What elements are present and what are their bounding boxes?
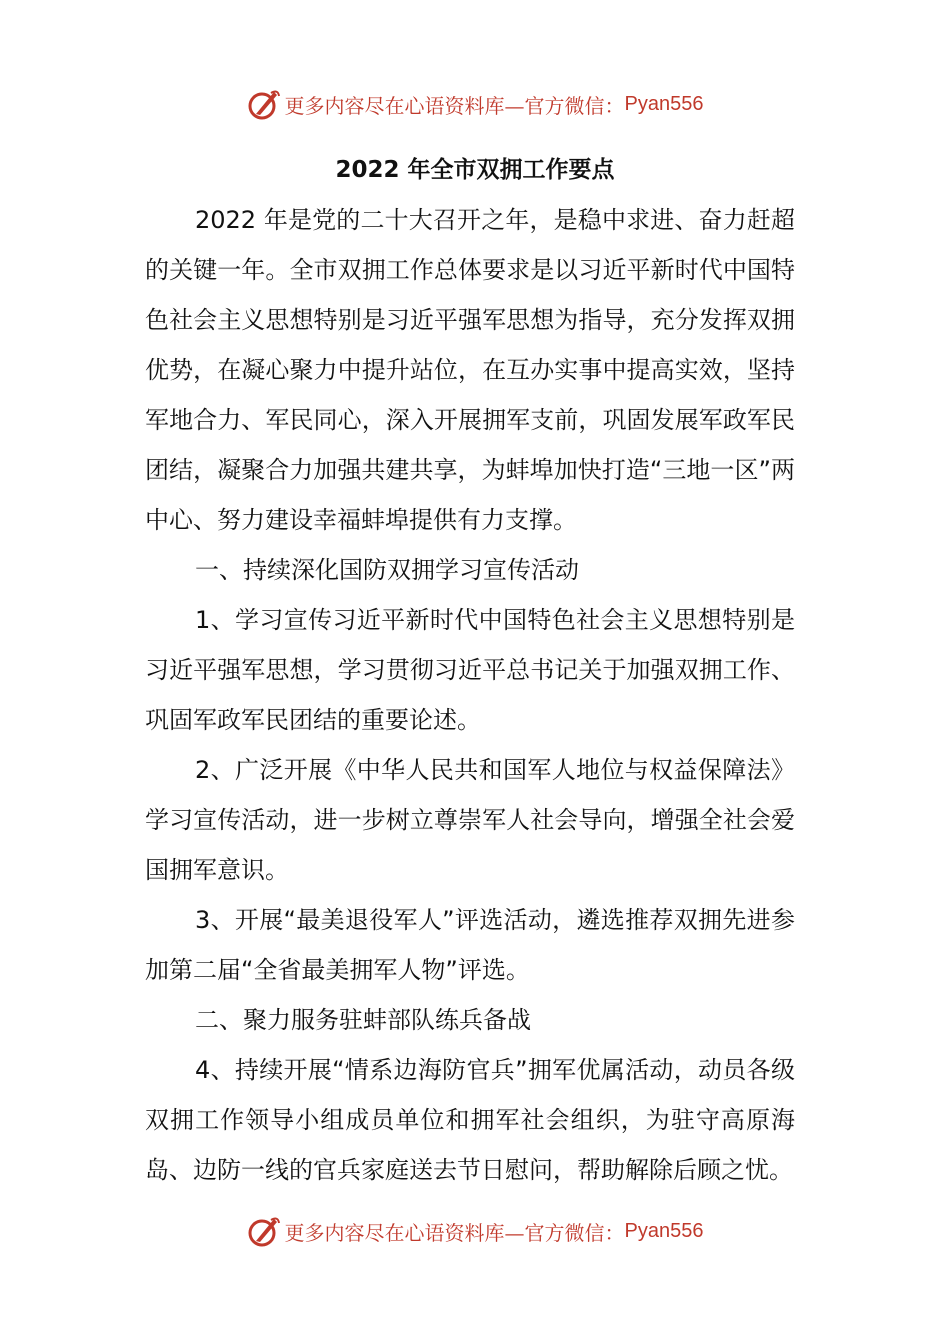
section-heading-1: 一、持续深化国防双拥学习宣传活动 [195, 556, 579, 584]
paragraph-item-3: 3、开展“最美退役军人”评选活动，遴选推荐双拥先进参加第二届“全省最美拥军人物”评选。 [145, 906, 795, 984]
header-watermark-banner [0, 84, 950, 124]
banner-text: 更多内容尽在心语资料库—官方微信： [284, 93, 625, 118]
document-title: 2022 年全市双拥工作要点 [335, 157, 615, 183]
paragraph-intro: 2022 年是党的二十大召开之年，是稳中求进、奋力赶超的关键一年。全市双拥工作总体要求是以习近平新时代中国特色社会主义思想特别是习近平强军思想为指导，充分发挥双拥优势，在凝心聚力中提升站位，在互办实事中提高实效，坚持军地合力、军民同心，深入开展拥军支前，巩固发展军政军民团结，凝聚合力加强共建共享，为蚌埠加快打造“三地一区”两中心、努力建设幸福蚌埠提供有力支撑。 [145, 206, 795, 534]
section-heading-2: 二、聚力服务驻蚌部队练兵备战 [195, 1006, 531, 1034]
footer-watermark-banner [0, 1211, 950, 1251]
document-body [145, 195, 795, 1195]
quill-pen-logo-icon [247, 1214, 281, 1248]
paragraph-item-4: 4、持续开展“情系边海防官兵”拥军优属活动，动员各级双拥工作领导小组成员单位和拥军社会组织，为驻守高原海岛、边防一线的官兵家庭送去节日慰问，帮助解除后顾之忧。 [145, 1056, 795, 1184]
banner-wechat-id: Pyan556 [624, 1219, 704, 1242]
paragraph-item-2: 2、广泛开展《中华人民共和国军人地位与权益保障法》学习宣传活动，进一步树立尊崇军人社会导向，增强全社会爱国拥军意识。 [145, 756, 795, 884]
banner-text: 更多内容尽在心语资料库—官方微信： [284, 1220, 625, 1245]
banner-wechat-id: Pyan556 [624, 92, 704, 115]
paragraph-item-1: 1、学习宣传习近平新时代中国特色社会主义思想特别是习近平强军思想，学习贯彻习近平总书记关于加强双拥工作、巩固军政军民团结的重要论述。 [145, 606, 795, 734]
quill-pen-logo-icon [247, 87, 281, 121]
